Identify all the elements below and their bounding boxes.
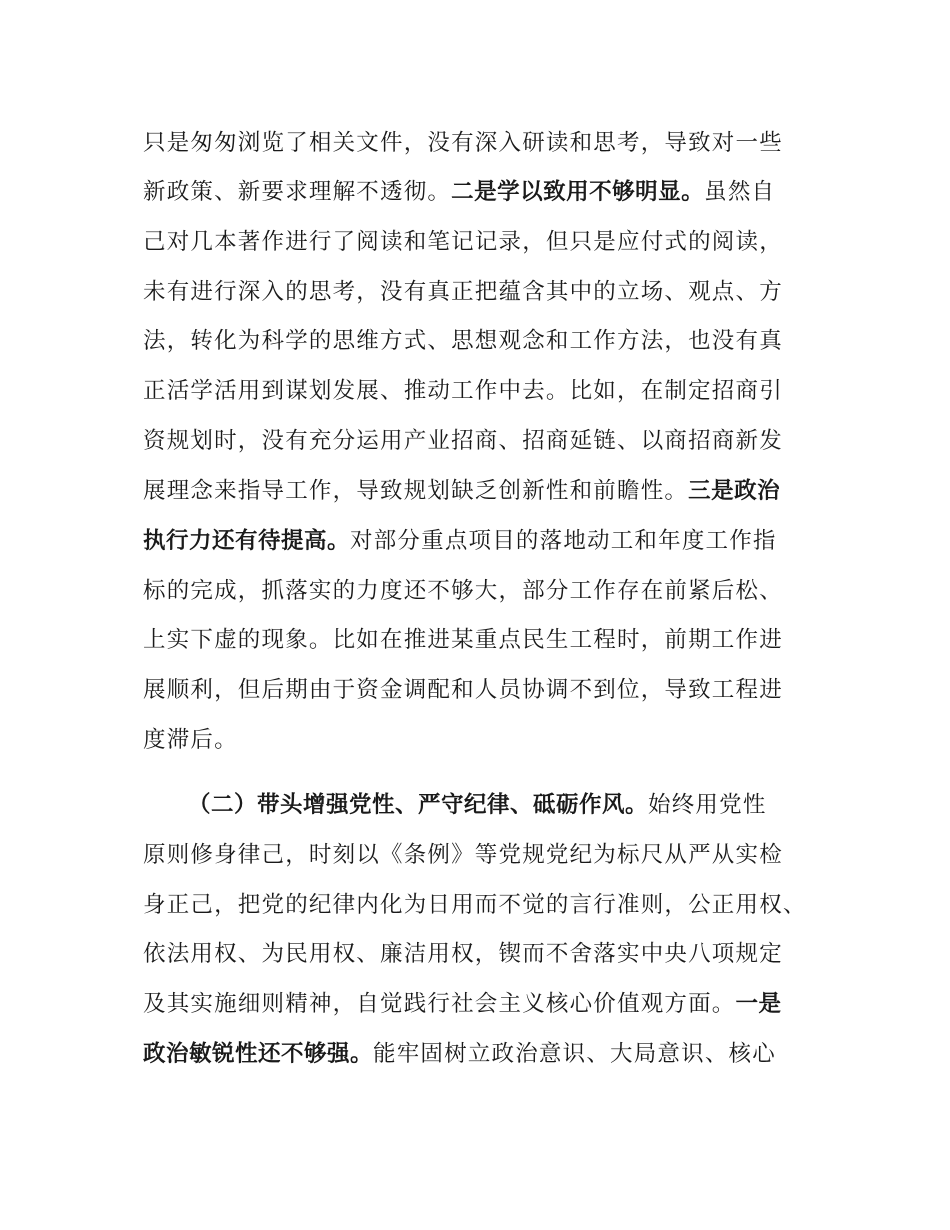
text-line [143, 277, 783, 307]
text-line [143, 675, 783, 705]
text-run: 正活学活用到谋划发展、推动工作中去。比如，在制定招商引 [143, 378, 783, 404]
text-line [143, 526, 777, 556]
text-run: 虽然自 [704, 179, 776, 205]
text-run: 未有进行深入的思考，没有真正把蕴含其中的立场、观点、方 [143, 279, 783, 305]
text-line [143, 476, 780, 506]
bold-heading: 政治敏锐性还不够强。 [143, 1041, 374, 1067]
text-line [143, 890, 807, 920]
text-line [143, 177, 775, 207]
text-run: 对部分重点项目的落地动工和年度工作指 [350, 528, 777, 554]
text-line [143, 128, 783, 158]
text-run: 原则修身律己，时刻以《条例》等党规党纪为标尺从严从实检 [143, 842, 783, 868]
text-line [143, 1039, 776, 1069]
text-line [143, 376, 783, 406]
text-run: 度滞后。 [143, 727, 238, 753]
text-run: 上实下虚的现象。比如在推进某重点民生工程时，前期工作进 [143, 627, 783, 653]
section-heading: （二）带头增强党性、严守纪律、砥砺作风。 [188, 792, 649, 818]
text-line [188, 790, 767, 820]
text-run: 资规划时，没有充分运用产业招商、招商延链、以商招商新发 [143, 428, 783, 454]
text-line [143, 725, 238, 755]
text-line [143, 625, 783, 655]
text-run: 及其实施细则精神，自觉践行社会主义核心价值观方面。 [143, 991, 736, 1017]
text-run: 身正己，把党的纪律内化为日用而不觉的言行准则，公正用权、 [143, 892, 807, 918]
text-run: 只是匆匆浏览了相关文件，没有深入研读和思考，导致对一些 [143, 130, 783, 156]
text-run: 标的完成，抓落实的力度还不够大，部分工作存在前紧后松、 [143, 578, 783, 604]
bold-heading: 一是 [735, 991, 782, 1017]
text-line [143, 426, 783, 456]
text-run: 展顺利，但后期由于资金调配和人员协调不到位，导致工程进 [143, 677, 783, 703]
bold-heading: 三是政治 [688, 478, 781, 504]
bold-heading: 二是学以致用不够明显。 [451, 179, 705, 205]
bold-heading: 执行力还有待提高。 [143, 528, 351, 554]
text-run: 始终用党性 [648, 792, 767, 818]
text-run: 展理念来指导工作，导致规划缺乏创新性和前瞻性。 [143, 478, 689, 504]
text-line [143, 840, 783, 870]
text-run: 能牢固树立政治意识、大局意识、核心 [373, 1041, 776, 1067]
text-run: 己对几本著作进行了阅读和笔记记录，但只是应付式的阅读， [143, 229, 783, 255]
text-line [143, 576, 783, 606]
text-run: 法，转化为科学的思维方式、思想观念和工作方法，也没有真 [143, 328, 783, 354]
text-run: 依法用权、为民用权、廉洁用权，锲而不舍落实中央八项规定 [143, 941, 783, 967]
text-line [143, 989, 782, 1019]
text-line [143, 326, 783, 356]
text-line [143, 939, 783, 969]
text-line [143, 227, 783, 257]
text-run: 新政策、新要求理解不透彻。 [143, 179, 452, 205]
